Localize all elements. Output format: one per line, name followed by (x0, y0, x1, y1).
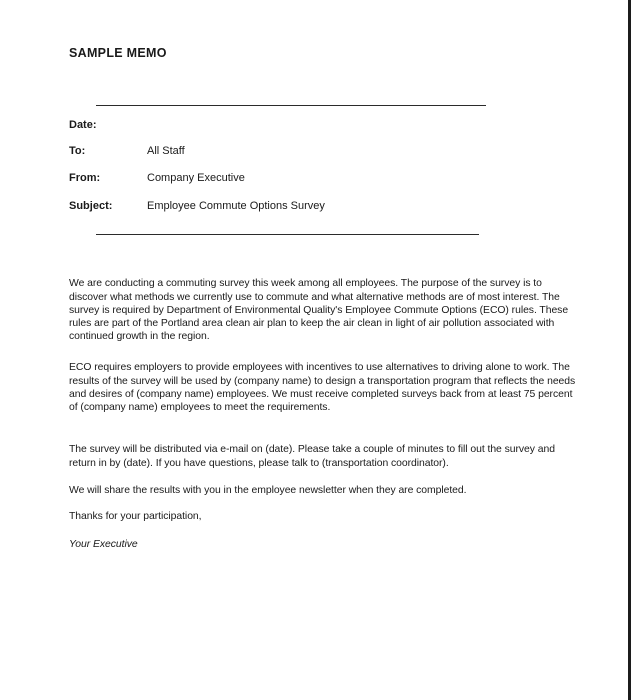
page-edge-border (628, 0, 631, 700)
to-value: All Staff (147, 145, 185, 157)
body-paragraph-purpose: We are conducting a commuting survey this week among all employees. The purpose of the survey is to discover what methods we currently use to commute and what alternative methods are of most interest. The survey is required by Department of Environmental Quality's Employee Commute Options (ECO) rules. These rules are part of the Portland area clean air plan to keep the air clean in light of air pollution associated with continued growth in the region. (69, 278, 569, 343)
from-label: From: (69, 172, 101, 184)
date-label: Date: (69, 119, 97, 131)
body-paragraph-results: We will share the results with you in the employee newsletter when they are completed. (69, 485, 467, 497)
closing-line: Thanks for your participation, (69, 511, 202, 523)
signature: Your Executive (69, 539, 138, 551)
body-paragraph-eco: ECO requires employers to provide employees with incentives to use alternatives to driving alone to work. The results of the survey will be used by (company name) to design a transportation program that reflects the needs and desires of (company name) employees. We must receive completed surveys back from at least 75 percent of (company name) employees to meet the requirements. (69, 362, 576, 413)
memo-title: SAMPLE MEMO (69, 46, 167, 60)
header-divider-top (96, 105, 486, 106)
subject-value: Employee Commute Options Survey (147, 200, 325, 212)
from-value: Company Executive (147, 172, 245, 184)
to-label: To: (69, 145, 86, 157)
subject-label: Subject: (69, 200, 113, 212)
body-paragraph-distribution: The survey will be distributed via e-mail on (date). Please take a couple of minutes to fill out the survey and return in by (date). If you have questions, please talk to (transportation coordinator). (69, 444, 555, 469)
header-divider-bottom (96, 234, 479, 235)
